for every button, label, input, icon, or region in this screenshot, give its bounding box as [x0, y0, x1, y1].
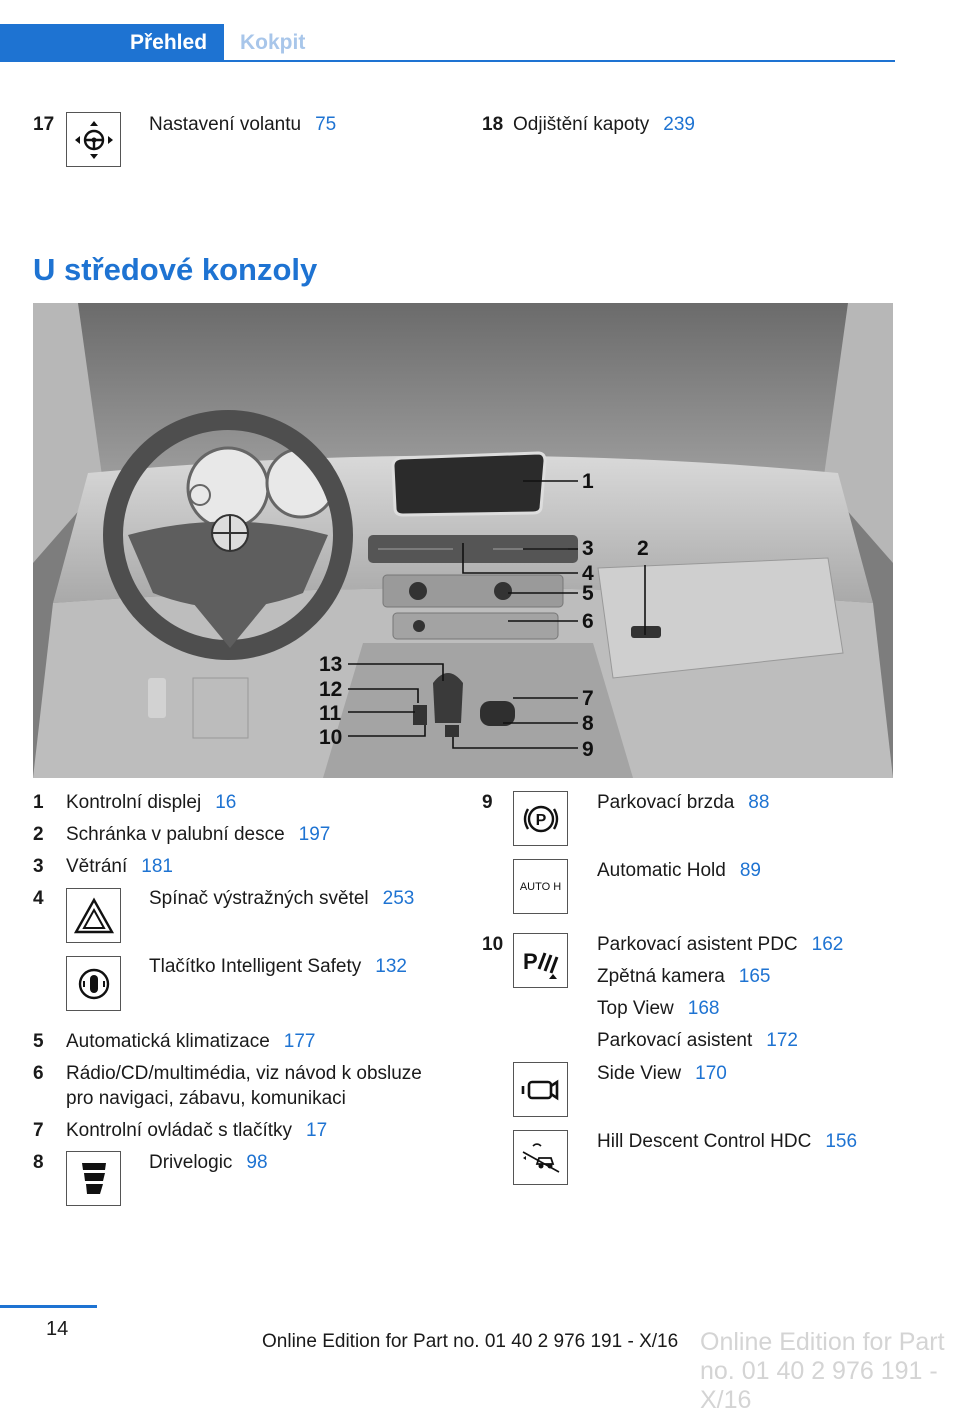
page-ref-link[interactable]: 197 — [298, 824, 331, 845]
hill-descent-control-icon — [513, 1130, 568, 1185]
page-ref-link[interactable]: 253 — [382, 888, 415, 909]
svg-text:P: P — [522, 948, 538, 974]
watermark: Online Edition for Part no. 01 40 2 976 191 - X/16 — [700, 1328, 945, 1414]
svg-text:P: P — [535, 811, 546, 829]
svg-text:10: 10 — [319, 726, 343, 749]
drivelogic-icon — [66, 1151, 121, 1206]
page-ref-link[interactable]: 170 — [695, 1063, 727, 1084]
item-number: 9 — [482, 792, 493, 813]
page-ref-link[interactable]: 75 — [315, 114, 337, 135]
svg-text:1: 1 — [582, 470, 594, 493]
item-number: 3 — [33, 856, 44, 877]
footer-edition: Online Edition for Part no. 01 40 2 976 191 - X/16 — [262, 1331, 679, 1352]
item-label: Větrání 181 — [66, 856, 173, 877]
item-label-continued: pro navigaci, zábavu, komunikaci — [66, 1088, 346, 1109]
item-number: 2 — [33, 824, 44, 845]
item-number: 7 — [33, 1120, 44, 1141]
item-label: Automatic Hold 89 — [597, 860, 761, 881]
item-number: 17 — [33, 114, 55, 135]
item-label: Drivelogic 98 — [149, 1152, 268, 1173]
item-label: Automatická klimatizace 177 — [66, 1031, 316, 1052]
item-label: Spínač výstražných světel 253 — [149, 888, 415, 909]
page-ref-link[interactable]: 162 — [811, 934, 844, 955]
item-label: Top View 168 — [597, 998, 720, 1019]
page-ref-link[interactable]: 88 — [748, 792, 770, 813]
page-ref-link[interactable]: 89 — [739, 860, 761, 881]
auto-hold-icon — [513, 859, 568, 914]
svg-text:12: 12 — [319, 678, 343, 701]
item-label: Odjištění kapoty 239 — [513, 114, 695, 135]
park-distance-control-icon — [513, 933, 568, 988]
page-ref-link[interactable]: 239 — [663, 114, 695, 135]
svg-text:3: 3 — [582, 537, 594, 560]
svg-text:4: 4 — [582, 562, 594, 585]
item-label: Rádio/CD/multimédia, viz návod k obsluze — [66, 1063, 422, 1084]
svg-text:13: 13 — [319, 653, 343, 676]
cockpit-illustration — [33, 303, 893, 778]
item-label: Tlačítko Intelligent Safety 132 — [149, 956, 407, 977]
footer-rule — [0, 1305, 97, 1308]
item-number: 6 — [33, 1063, 44, 1084]
svg-text:6: 6 — [582, 610, 594, 633]
hazard-triangle-icon — [66, 888, 121, 943]
item-number: 10 — [482, 934, 504, 955]
page-ref-link[interactable]: 177 — [283, 1031, 316, 1052]
tab-bar — [0, 24, 895, 62]
item-label: Zpětná kamera 165 — [597, 966, 771, 987]
page-ref-link[interactable]: 17 — [306, 1120, 328, 1141]
side-view-camera-icon — [513, 1062, 568, 1117]
item-label: Kontrolní ovládač s tlačítky 17 — [66, 1120, 328, 1141]
section-title: U středové konzoly — [33, 252, 318, 287]
page-ref-link[interactable]: 165 — [738, 966, 771, 987]
parking-brake-icon — [513, 791, 568, 846]
item-number: 18 — [482, 114, 504, 135]
svg-text:9: 9 — [582, 738, 594, 761]
item-label: Parkovací brzda 88 — [597, 792, 770, 813]
item-label: Hill Descent Control HDC 156 — [597, 1131, 858, 1152]
item-label: Parkovací asistent PDC 162 — [597, 934, 844, 955]
steering-wheel-adjust-icon — [66, 112, 121, 167]
page-ref-link[interactable]: 156 — [825, 1131, 858, 1152]
svg-text:2: 2 — [637, 537, 649, 560]
page-number: 14 — [46, 1318, 69, 1340]
svg-text:5: 5 — [582, 582, 594, 605]
item-label: Schránka v palubní desce 197 — [66, 824, 331, 845]
svg-text:8: 8 — [582, 712, 594, 735]
intelligent-safety-icon — [66, 956, 121, 1011]
page-ref-link[interactable]: 181 — [141, 856, 173, 877]
item-number: 1 — [33, 792, 44, 813]
page-ref-link[interactable]: 98 — [246, 1152, 268, 1173]
svg-text:7: 7 — [582, 687, 594, 710]
auto-hold-icon-text: AUTO H — [519, 880, 562, 893]
item-label: Nastavení volantu 75 — [149, 114, 337, 135]
item-label: Parkovací asistent 172 — [597, 1030, 798, 1051]
tab-prehled[interactable]: Přehled — [0, 24, 224, 62]
item-label: Side View 170 — [597, 1063, 727, 1084]
page-ref-link[interactable]: 172 — [766, 1030, 798, 1051]
svg-text:11: 11 — [319, 702, 342, 725]
item-number: 5 — [33, 1031, 44, 1052]
page-ref-link[interactable]: 168 — [687, 998, 720, 1019]
item-number: 8 — [33, 1152, 44, 1173]
item-number: 4 — [33, 888, 44, 909]
tab-rule — [0, 60, 895, 62]
tab-kokpit[interactable]: Kokpit — [240, 31, 306, 54]
item-label: Kontrolní displej 16 — [66, 792, 237, 813]
page-ref-link[interactable]: 16 — [215, 792, 237, 813]
page-ref-link[interactable]: 132 — [375, 956, 407, 977]
